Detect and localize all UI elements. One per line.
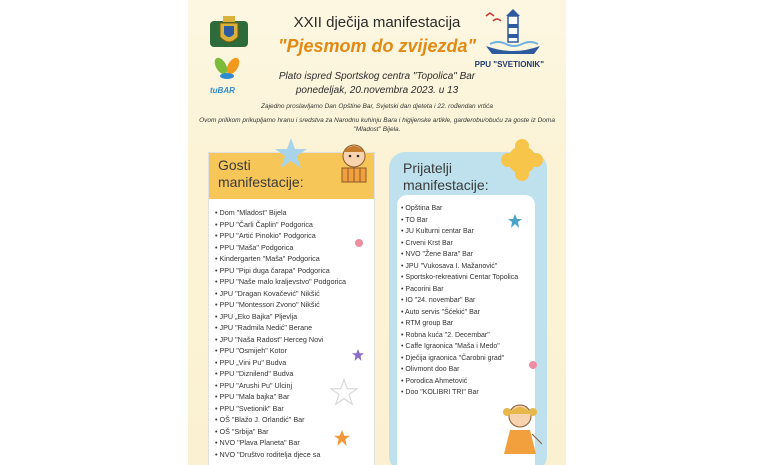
- list-item: • JPU "Naša Radost" Herceg Novi: [215, 334, 374, 346]
- list-item: • Auto servis "Šćekić" Bar: [401, 307, 535, 319]
- orange-star-icon: [334, 430, 350, 446]
- list-item: • OŠ "Srbija" Bar: [215, 426, 374, 438]
- guests-heading-line1: Gosti: [218, 157, 251, 173]
- list-item: • PPU "Pipi duga čarapa" Podgorica: [215, 265, 374, 277]
- list-item: • Kindergarten "Maša" Podgorica: [215, 253, 374, 265]
- event-title: XXII dječija manifestacija: [293, 14, 461, 31]
- organizer-label: PPU "SVETIONIK": [474, 60, 544, 69]
- list-item: • PPU "Artić Pinokio" Podgorica: [215, 230, 374, 242]
- list-item: • PPU "Naše malo kraljevstvo" Podgorica: [215, 276, 374, 288]
- list-item: • PPU "Montessori Zvono" Nikšić: [215, 299, 374, 311]
- event-subtitle: "Pjesmom do zvijezda": [277, 36, 477, 56]
- list-item: • Dom "Mladost" Bijela: [215, 207, 374, 219]
- list-item: • JPU "Radmila Nedić" Berane: [215, 322, 374, 334]
- list-item: • IO "24. novembar" Bar: [401, 295, 535, 307]
- list-item: • JU Kulturni centar Bar: [401, 226, 535, 238]
- list-item: • Pacorini Bar: [401, 284, 535, 296]
- list-item: • Caffe Igraonica "Maša i Medo": [401, 341, 535, 353]
- boy-with-accordion-icon: [334, 142, 374, 188]
- list-item: • PPU "Osmijeh" Kotor: [215, 345, 374, 357]
- pink-dot-icon: [528, 360, 538, 370]
- friends-heading: [403, 160, 489, 194]
- small-star-icon: [508, 214, 522, 228]
- list-item: • PPU „Vini Pu" Budva: [215, 357, 374, 369]
- list-item: • PPU "Diznilend" Budva: [215, 368, 374, 380]
- list-item: • PPU "Čarli Čaplin" Podgorica: [215, 219, 374, 231]
- list-item: • NVO "Žene Bara" Bar: [401, 249, 535, 261]
- tubar-logo-text: tuBAR: [210, 86, 235, 95]
- list-item: • PPU "Arushi Pu" Ulcinj: [215, 380, 374, 392]
- poster: [188, 0, 566, 465]
- list-item: • Doo "KOLIBRI TRI" Bar: [401, 387, 535, 399]
- list-item: • Porodica Ahmetović: [401, 376, 535, 388]
- list-item: • RTM group Bar: [401, 318, 535, 330]
- list-item: • Olivmont doo Bar: [401, 364, 535, 376]
- event-location: Plato ispred Sportskog centra "Topolica" Bar: [278, 71, 476, 82]
- list-item: • TO Bar: [401, 215, 535, 227]
- star-icon: [274, 136, 308, 170]
- list-item: • NVO "Plava Planeta" Bar: [215, 437, 374, 449]
- friends-list: [401, 203, 535, 399]
- list-item: • Crveni Krst Bar: [401, 238, 535, 250]
- list-item: • Opština Bar: [401, 203, 535, 215]
- collection-note: Ovom prilikom prikupljamo hranu i sredstva za Narodnu kuhinju Bara i higijenske artikle, garderobu/obuću za goste iz Doma "Mladost" Bijela.: [199, 117, 555, 133]
- list-item: • JPU "Dragan Kovačević" Nikšić: [215, 288, 374, 300]
- guests-heading-line2: manifestacije:: [218, 174, 304, 190]
- list-item: • Sportsko-rekreativni Centar Topolica: [401, 272, 535, 284]
- list-item: • JPU „Eko Bajka" Pljevlja: [215, 311, 374, 323]
- list-item: • Robna kuća "2. Decembar": [401, 330, 535, 342]
- friends-heading-line2: manifestacije:: [403, 177, 489, 193]
- list-item: • Dječija igraonica "Čarobni grad": [401, 353, 535, 365]
- guests-panel: [208, 152, 375, 465]
- friends-heading-line1: Prijatelji: [403, 160, 453, 176]
- list-item: • PPU "Svetionik" Bar: [215, 403, 374, 415]
- event-location-block: [188, 70, 566, 98]
- outline-star-icon: [330, 378, 358, 406]
- list-item: • PPU "Maša" Podgorica: [215, 242, 374, 254]
- bird-icon: [492, 16, 502, 26]
- list-item: • NVO "Društvo roditelja djece sa: [215, 449, 374, 461]
- list-item: • OŠ "Blažo J. Orlandić" Bar: [215, 414, 374, 426]
- purple-star-icon: [352, 349, 364, 361]
- sparkle-icon: [354, 238, 364, 248]
- event-date: ponedeljak, 20.novembra 2023. u 13: [295, 85, 459, 96]
- guests-list: [215, 207, 374, 460]
- flower-icon: [500, 138, 544, 182]
- girl-icon: [498, 400, 542, 462]
- list-item: • PPU "Mala bajka" Bar: [215, 391, 374, 403]
- list-item: • JPU "Vukosava I. Mažanović": [401, 261, 535, 273]
- intro-line: Zajedno proslavljamo Dan Opštine Bar, Svjetski dan djeteta i 22. rođendan vrtića: [261, 103, 493, 110]
